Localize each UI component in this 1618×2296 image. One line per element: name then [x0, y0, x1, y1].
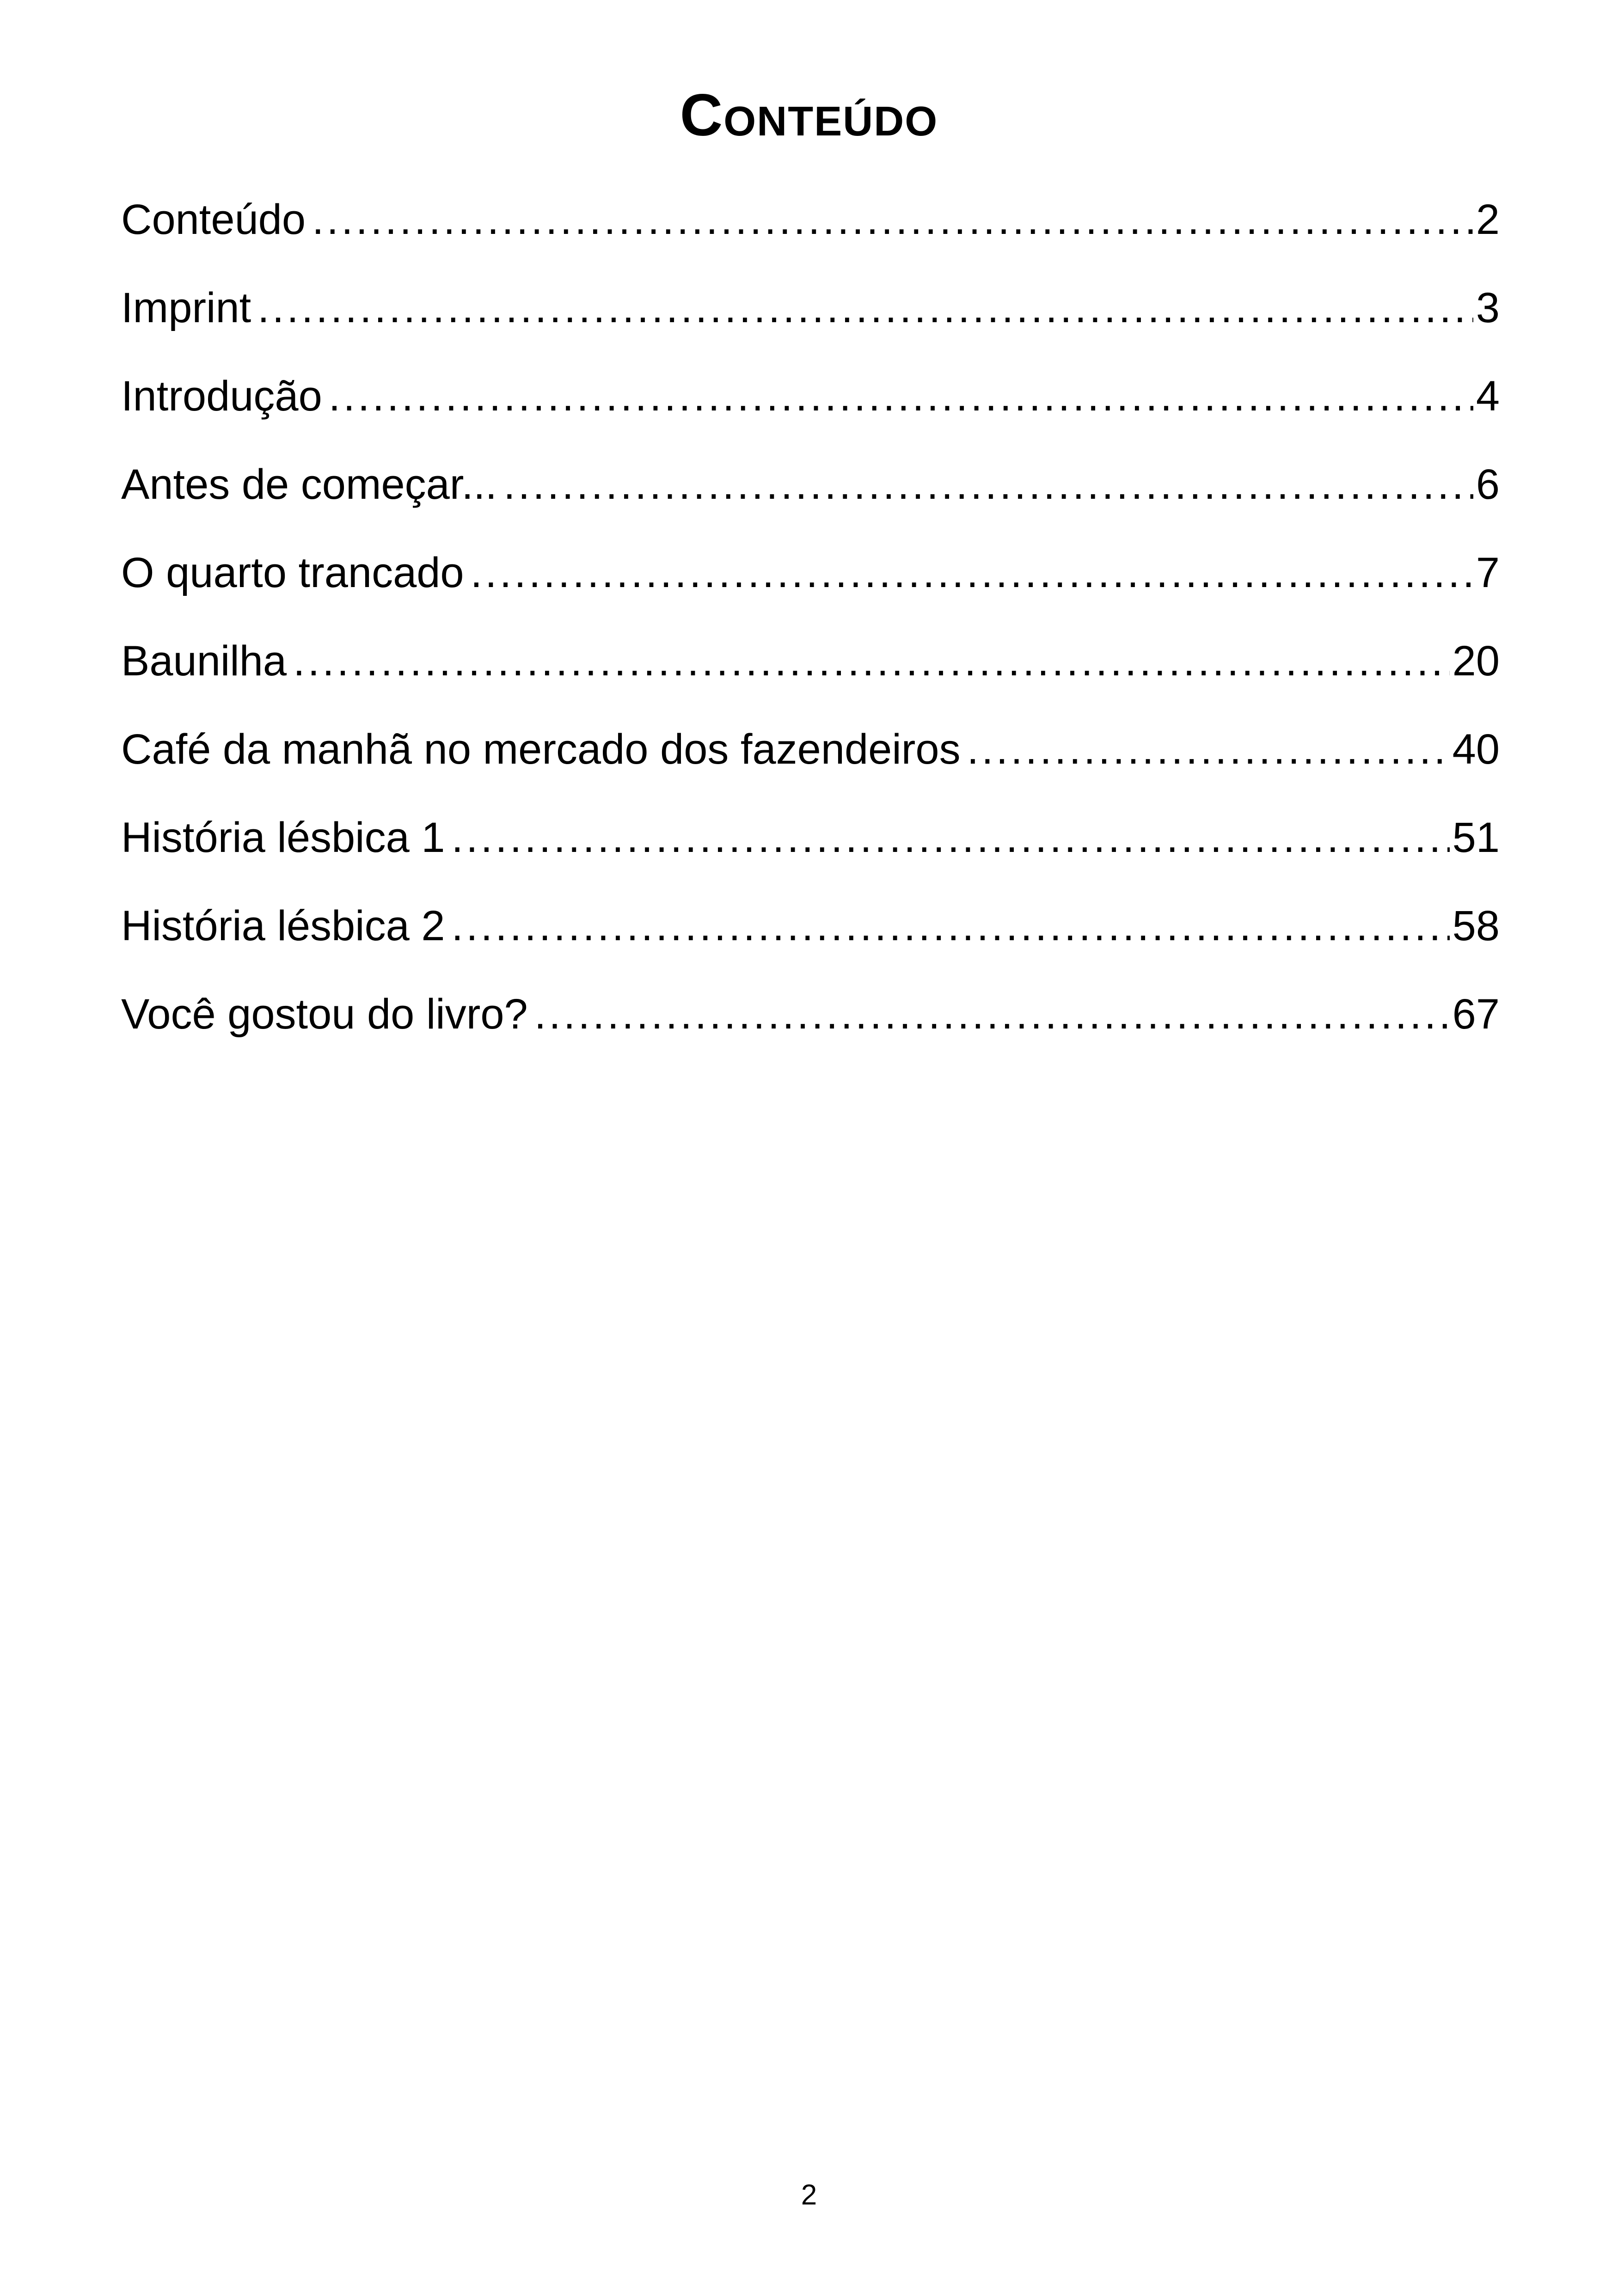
toc-entry-imprint[interactable] [121, 273, 1500, 361]
toc-entry-title: Introdução [121, 373, 322, 420]
toc-dot-leader [257, 273, 1473, 343]
toc-entry-introducao[interactable] [121, 361, 1500, 450]
toc-entry-historia-lesbica-1[interactable] [121, 803, 1500, 891]
toc-dot-leader [534, 980, 1450, 1049]
toc-entry-o-quarto-trancado[interactable] [121, 538, 1500, 626]
toc-dot-leader [452, 803, 1450, 872]
toc-dot-leader [312, 185, 1473, 254]
toc-dot-leader [293, 626, 1450, 696]
toc-entry-antes-de-comecar[interactable] [121, 450, 1500, 538]
toc-entry-page: 40 [1452, 726, 1500, 773]
toc-entry-historia-lesbica-2[interactable] [121, 891, 1500, 980]
toc-list [121, 185, 1500, 1068]
toc-entry-title: Café da manhã no mercado dos fazendeiros [121, 726, 961, 773]
toc-entry-page: 58 [1452, 902, 1500, 949]
toc-entry-title: Conteúdo [121, 196, 306, 243]
toc-entry-page: 6 [1476, 461, 1500, 508]
toc-entry-page: 51 [1452, 814, 1500, 861]
toc-entry-title: Imprint [121, 284, 251, 331]
toc-dot-leader [329, 361, 1473, 431]
toc-entry-title: O quarto trancado [121, 549, 464, 596]
toc-dot-leader [503, 450, 1473, 519]
toc-entry-title: História lésbica 1 [121, 814, 445, 861]
toc-entry-title: Você gostou do livro? [121, 991, 528, 1038]
toc-entry-title: Baunilha [121, 637, 287, 685]
toc-entry-conteudo[interactable] [121, 185, 1500, 273]
toc-entry-cafe-da-manha[interactable] [121, 715, 1500, 803]
toc-entry-title: História lésbica 2 [121, 902, 445, 949]
page-number: 2 [801, 2179, 817, 2211]
toc-dot-leader [452, 891, 1450, 961]
toc-heading: Conteúdo [680, 82, 938, 148]
toc-dot-leader [967, 715, 1450, 784]
toc-entry-page: 7 [1476, 549, 1500, 596]
toc-entry-baunilha[interactable] [121, 626, 1500, 715]
toc-entry-page: 20 [1452, 637, 1500, 685]
toc-entry-page: 67 [1452, 991, 1500, 1038]
toc-entry-page: 3 [1476, 284, 1500, 331]
toc-entry-page: 4 [1476, 373, 1500, 420]
toc-dot-leader [471, 538, 1473, 607]
toc-entry-voce-gostou-do-livro[interactable] [121, 980, 1500, 1068]
toc-entry-page: 2 [1476, 196, 1500, 243]
toc-entry-title: Antes de começar... [121, 461, 497, 508]
